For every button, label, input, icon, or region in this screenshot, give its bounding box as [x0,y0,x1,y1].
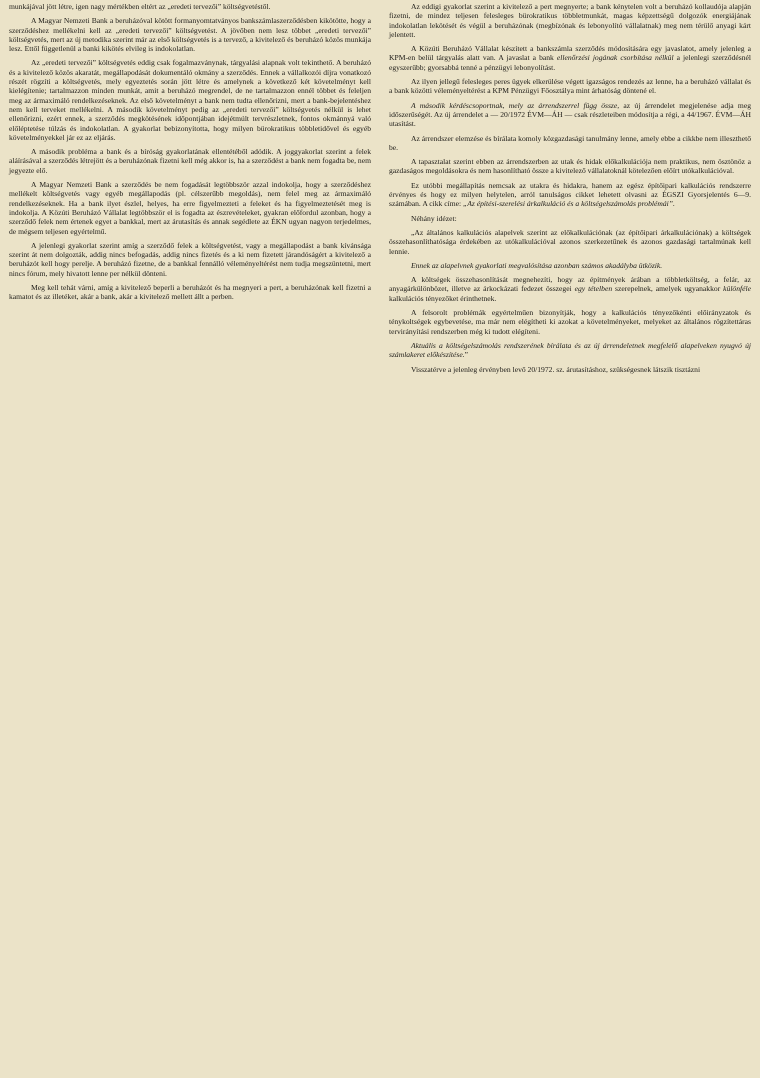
text-run: szerepelnek, amelyek ugyanakkor [612,284,724,294]
text-run: A Közúti Beruházó Vállalat készített a bankszámla szerződés módosítására egy javaslatot, amely jelenleg a KPM-en belül tárgyalás alatt van. A javaslat a bank [389,44,751,63]
text-run: az új árrendelet megjelenése adja meg időszerűségét. Az új árrendelet a — 20/1972 ÉVM—ÁH — csak részleteiben módosítja a régi, a 44/1967. ÉVM—ÁH utasítást. [389,100,751,129]
paragraph: A Magyar Nemzeti Bank a szerződés be nem fogadását legtöbbször azzal indokolja, hogy a szerződéshez mellékelt költségvetés vagy egyéb megállapodás (pl. célszerűbb megoldás), nem felel meg az ármaximáló rendelkezéseknek. Ha a bank ilyet észlel, helyes, ha erre figyelmezteti a feleket és ha figyelmeztetését meg is indokolja. A Közúti Beruházó Vállalat legtöbbször el is fogadta az észrevételeket, gyakran előfordul azonban, hogy a szerződő felek nem értenek egyet a bankkal, mert az árutasítás és annak segédlete az ÉKN ugyan nagyon terjedelmes, de mégsem teljesen egyértelmű. [9,180,371,236]
text-run: ” [464,350,469,360]
paragraph [389,44,751,72]
right-column [389,2,751,1078]
quote-paragraph [389,341,751,360]
paragraph: Az árrendszer elemzése és bírálata komoly közgazdasági tanulmány lenne, amely ebbe a cikkbe nem illeszthető be. [389,133,751,152]
paragraph: A tapasztalat szerint ebben az árrendszerben az utak és hidak előkalkulációja nem praktikus, nem ösztönöz a gazdaságos megoldásokra és nem hasonlítható össze a kivitelező vállalatoknál kötelezően előírt utókalkulációval. [389,157,751,176]
paragraph: Meg kell tehát várni, amíg a kivitelező beperli a beruházót és ha megnyeri a pert, a beruházónak kell fizetni a kamatot és az illetéket, akár a bank, akár a kivitelező mellett állt a perben. [9,283,371,302]
paragraph: Néhány idézet: [411,213,457,223]
emphasis: A második kérdéscsoportnak, mely az árrendszerrel függ össze, [411,100,620,110]
quote-paragraph: „Az általános kalkulációs alapelvek szerint az előkalkulációnak (az építőipari árkalkulációnak) a költségek összehasonlíthatósága érdekében az utókalkulációval azonos szerkezetűnek és azonos gazdasági tartalmúnak kell lennie. [389,227,751,256]
emphasis: különféle [723,284,751,294]
quote-paragraph [389,275,751,303]
paragraph: Visszatérve a jelenleg érvényben levő 20/1972. sz. árutasításhoz, szükségesnek látszik tisztázni [411,364,701,374]
emphasis: ellenőrzési jogának csorbítása nélkül [556,53,674,63]
paragraph: Az ilyen jellegű felesleges peres ügyek elkerülése végett igazságos rendezés az lenne, ha a beruházó vállalat és a bank közötti véleményeltérést a KPM Pénzügyi Főosztálya mint árhatóság döntené el. [389,77,751,96]
paragraph: Az „eredeti tervezői” költségvetés eddig csak fogalmazványnak, tárgyalási alapnak volt tekinthető. A beruházó és a kivitelező közös akaratát, megállapodását dokumentáló okmány a szerződés. Ennek a vállalkozói díjra vonatkozó részét rögzíti a költségvetés, mely egyeztetés során jött létre és amelynek a következő két követelményt kell kielégítenie; tartalmazzon minden munkát, amit a beruházó megrendel, de ne tartalmazzon ennél többet és feleljen meg az ármaximáló rendelkezéseknek. Az első követelményt a bank nem tudta ellenőrizni, mert a bank-bejelentéshez nem kell terveket mellékelni. A második követelményt pedig az „eredeti tervezői” költségvetés nélkül is lehet ellenőrizni, ezért ennek, a szerződés megkötésének időpontjában idejétmúlt tervrészletnek, fontos okmánnyá való előléptetése túlzás és indokolatlan. A gyakorlat bebizonyította, hogy milyen bürokratikus többletidővel és egyéb követelményekkel jár ez az eljárás. [9,58,371,142]
text-run: a jelenlegi szerződésnél egyszerűbb; gyorsabbá tenné a pénzügyi lebonyolítást. [389,53,751,72]
text-run: kalkulációs tényezőket érinthetnek. [389,293,497,303]
left-column [9,2,371,1078]
paragraph: A Magyar Nemzeti Bank a beruházóval kötött formanyomtatványos bankszámlaszerződésben kikötötte, hogy a szerződéshez mellékelni kell az „eredeti tervezői” költségvetést. A jövőben nem lesz többet „eredeti tervezői” költségvetés, mert az új metodika szerint már az első költségvetés is a tervező, a kivitelező és beruházó közös munkája lesz. Ettől függetlenül a banki kikötés elvileg is indokolatlan. [9,16,371,54]
paragraph: A második probléma a bank és a bíróság gyakorlatának ellentétéből adódik. A joggyakorlat szerint a felek aláírásával a szerződés létrejött és a beruházónak fizetni kell még akkor is, ha a szerződést a bank nem fogadta be, nem jegyezte elő. [9,147,371,175]
article-title: „Az építési-szerelési árkalkuláció és a költségelszámolás problémái”. [463,199,675,209]
paragraph: A jelenlegi gyakorlat szerint amíg a szerződő felek a költségvetést, vagy a megállapodást a bank kívánsága szerint át nem dolgozták, addig nincs befogadás, addig nincs fizetés és a ki nem fizetett járandóságért a kivitelező a beruházót kell hogy perelje. A beruházó fizetne, de a bankkal fennálló véleményeltérést nem tudja megszüntetni, mert nincs fórum, mely hivatott lenne per nélkül dönteni. [9,240,371,278]
paragraph: munkájával jött létre, igen nagy mértékben eltért az „eredeti tervezői” költségvetéstől. [9,2,271,11]
emphasis: Aktuális a költségelszámolás rendszerének bírálata és az új árrendeletnek megfelelő alapelveken nyugvó új számlakeret előkészítése. [389,340,751,360]
text-run: Ez utóbbi megállapítás nemcsak az utakra és hidakra, hanem az egész építőipari kalkulációs rendszerre érvényes és hogy ez milyen helytelen, arról tanulságos cikket lehetett olvasni az ÉGSZI Gyorsjelentés 6—9. számában. A cikk címe: [389,180,751,209]
quote-paragraph: Ennek az alapelvnek gyakorlati megvalósítása azonban számos akadályba ütközik. [411,260,663,270]
quote-paragraph: A felsorolt problémák egyértelműen bizonyítják, hogy a kalkulációs tényezőkénti előirányzatok és ténykoltségek egybevetése, ma már nem elégítheti ki azokat a követelményeket, melyeket az általános rögzítettáras tervirányítási rendszerben még ki tudott elégíteni. [389,308,751,336]
paragraph [389,101,751,129]
paragraph: Az eddigi gyakorlat szerint a kivitelező a pert megnyerte; a bank kénytelen volt a beruházó kollaudója alapján fizetni, de mindez teljesen felesleges bürokratikus többletmunkát, magas képzettségű dolgozók energiájának indokolatlan lekötését és végül a beruházónak (megbízónak és lebonyolító vállalatnak) meg nem térülő anyagi kárt jelentett. [389,2,751,39]
emphasis: egy tételben [574,284,613,294]
text-run: A költségek összehasonlítását megnehezíti, hogy az építmények árában a többletköltség, a felár, az anyagárkülönbözet, illetve az árkockázati fedezet összegei [389,275,751,294]
paragraph [389,181,751,209]
